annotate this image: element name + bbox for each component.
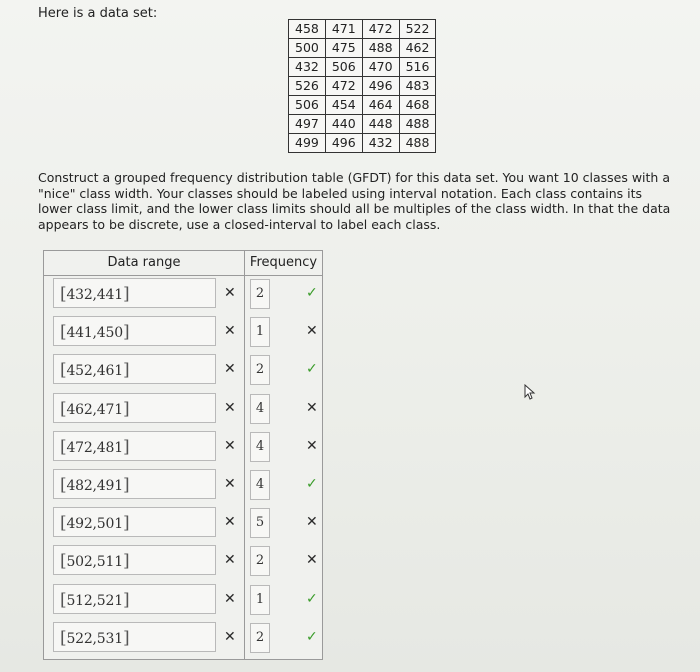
data-cell: 496 [325,134,362,153]
gfdt-row [44,582,322,618]
gfdt-row [44,620,322,656]
data-set-row [289,115,436,134]
data-range-input[interactable] [53,278,216,308]
data-range-value: 482,491 [66,478,123,494]
frequency-input[interactable]: 4 [250,432,270,462]
correct-check-icon: ✓ [306,476,318,492]
gfdt-row [44,314,322,350]
incorrect-x-icon: ✕ [224,399,236,416]
data-range-value: 432,441 [66,287,123,303]
data-range-value: 492,501 [66,516,123,533]
data-set-row [289,20,436,39]
data-range-value: 522,531 [66,630,123,647]
open-bracket: [ [60,322,67,343]
incorrect-x-icon: ✕ [224,590,236,607]
gfdt-row [44,391,322,427]
data-cell: 440 [325,115,362,134]
data-cell: 526 [289,77,326,96]
data-range-input[interactable] [53,545,216,575]
incorrect-x-icon: ✕ [224,285,236,301]
close-bracket: ] [122,589,130,610]
close-bracket: ] [122,627,130,648]
data-cell: 475 [325,39,362,58]
open-bracket: [ [60,436,67,457]
open-bracket: [ [60,398,67,419]
incorrect-x-icon: ✕ [224,361,236,378]
correct-check-icon: ✓ [306,361,318,378]
data-range-input[interactable] [53,316,216,346]
data-cell: 483 [399,77,436,96]
gfdt-answer-table [43,250,323,660]
open-bracket: [ [60,589,67,610]
incorrect-x-icon: ✕ [306,437,318,454]
open-bracket: [ [60,513,67,534]
close-bracket: ] [122,284,130,304]
incorrect-x-icon: ✕ [224,437,236,454]
gfdt-row [44,505,322,541]
header-data-range: Data range [44,251,245,276]
frequency-input[interactable]: 1 [250,585,270,615]
data-cell: 488 [399,134,436,153]
incorrect-x-icon: ✕ [306,399,318,416]
data-cell: 454 [325,96,362,115]
close-bracket: ] [122,436,130,457]
correct-check-icon: ✓ [306,628,318,645]
data-range-value: 472,481 [66,439,123,456]
incorrect-x-icon: ✕ [224,628,236,645]
data-cell: 488 [362,39,399,58]
data-range-input[interactable] [53,393,216,423]
data-cell: 464 [362,96,399,115]
frequency-input[interactable]: 4 [250,394,270,424]
incorrect-x-icon: ✕ [306,323,318,340]
data-cell: 506 [289,96,326,115]
open-bracket: [ [60,627,67,648]
correct-check-icon: ✓ [306,590,318,607]
data-cell: 506 [325,58,362,77]
data-range-value: 452,461 [66,363,123,380]
intro-text: Here is a data set: [38,6,158,21]
data-set-row [289,77,436,96]
data-range-input[interactable] [53,507,216,537]
data-cell: 516 [399,58,436,77]
gfdt-row [44,352,322,388]
close-bracket: ] [122,360,130,381]
frequency-input[interactable]: 2 [250,355,270,385]
data-cell: 468 [399,96,436,115]
incorrect-x-icon: ✕ [224,514,236,531]
gfdt-row [44,429,322,465]
frequency-input[interactable]: 1 [250,317,270,347]
open-bracket: [ [60,284,67,304]
data-cell: 522 [399,20,436,39]
close-bracket: ] [122,322,130,343]
data-set-row [289,96,436,115]
data-cell: 470 [362,58,399,77]
data-cell: 432 [362,134,399,153]
data-range-value: 441,450 [66,325,123,342]
open-bracket: [ [60,475,67,495]
data-range-input[interactable] [53,431,216,461]
close-bracket: ] [122,398,130,419]
close-bracket: ] [122,551,130,572]
incorrect-x-icon: ✕ [224,552,236,569]
instructions-text: Construct a grouped frequency distribution table (GFDT) for this data set. You want 10 classes with a "nice" class width. Your classes should be labeled using interval notation. Each class contains its lower class limit, and the lower class limits should all be multiples of the class width. In that the data appears to be discrete, use a closed-interval to label each class. [38,170,671,232]
data-cell: 472 [325,77,362,96]
data-range-input[interactable] [53,354,216,384]
data-cell: 458 [289,20,326,39]
data-range-input[interactable] [53,622,216,652]
data-range-value: 462,471 [66,401,123,418]
data-cell: 496 [362,77,399,96]
data-cell: 462 [399,39,436,58]
data-cell: 448 [362,115,399,134]
data-set-row [289,39,436,58]
data-range-value: 512,521 [66,592,123,609]
gfdt-row [44,543,322,579]
data-set-row [289,134,436,153]
frequency-input[interactable]: 5 [250,508,270,538]
close-bracket: ] [122,513,130,534]
data-set-table [288,19,436,153]
frequency-input[interactable]: 2 [250,279,270,309]
data-range-input[interactable] [53,469,216,499]
correct-check-icon: ✓ [306,285,318,301]
data-cell: 471 [325,20,362,39]
data-cell: 432 [289,58,326,77]
open-bracket: [ [60,551,67,572]
gfdt-row [44,276,322,312]
frequency-input[interactable]: 4 [250,470,270,500]
incorrect-x-icon: ✕ [224,323,236,340]
header-frequency: Frequency [245,251,322,276]
data-cell: 500 [289,39,326,58]
data-set-row [289,58,436,77]
open-bracket: [ [60,360,67,381]
data-cell: 497 [289,115,326,134]
incorrect-x-icon: ✕ [306,514,318,531]
gfdt-row [44,467,322,503]
incorrect-x-icon: ✕ [306,552,318,569]
data-range-value: 502,511 [66,554,123,571]
data-cell: 499 [289,134,326,153]
close-bracket: ] [122,475,130,495]
data-cell: 488 [399,115,436,134]
data-range-input[interactable] [53,584,216,614]
frequency-input[interactable]: 2 [250,623,270,653]
data-cell: 472 [362,20,399,39]
frequency-input[interactable]: 2 [250,546,270,576]
incorrect-x-icon: ✕ [224,476,236,492]
